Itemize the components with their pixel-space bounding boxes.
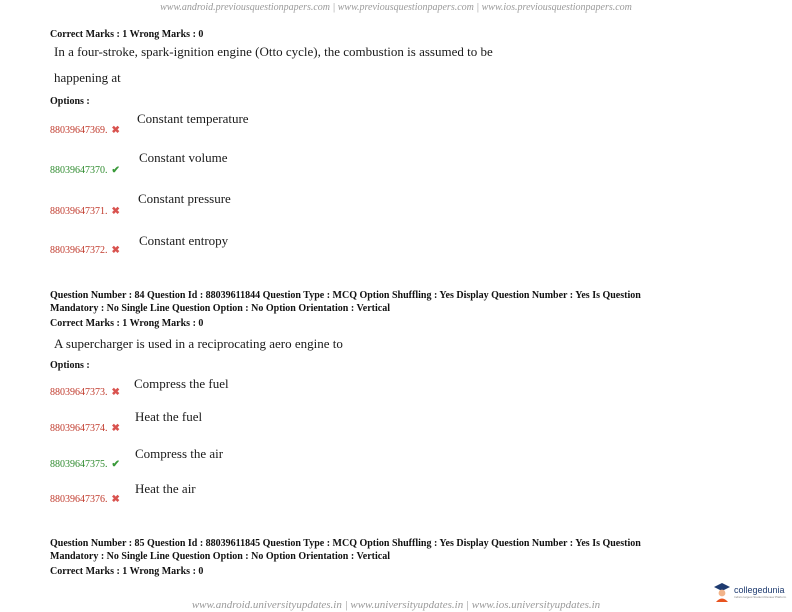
q1-option-1-id-row (50, 120, 120, 138)
q3-marks: Correct Marks : 1 Wrong Marks : 0 (50, 566, 204, 577)
q1-option-3-text: Constant pressure (138, 191, 231, 206)
q1-option-1-text: Constant temperature (137, 111, 249, 126)
cross-icon: ✖ (111, 423, 120, 434)
q1-option-3-id: 88039647371. (50, 206, 108, 217)
q1-option-3-id-row (50, 201, 120, 219)
q2-option-1-id-row (50, 382, 120, 400)
q2-marks: Correct Marks : 1 Wrong Marks : 0 (50, 318, 204, 329)
q1-option-2-text: Constant volume (139, 150, 228, 165)
q1-option-2-id: 88039647370. (50, 165, 108, 176)
q2-option-2-id-row (50, 418, 120, 436)
cross-icon: ✖ (111, 494, 120, 505)
bottom-watermark: www.android.universityupdates.in | www.universityupdates.in | www.ios.universityupdates.in (191, 599, 601, 611)
logo-tagline: India's largest Student Review Platform (734, 594, 787, 599)
q2-option-2-text: Heat the fuel (135, 409, 203, 424)
q2-option-4-text: Heat the air (135, 481, 196, 496)
q2-option-1-id: 88039647373. (50, 387, 108, 398)
top-watermark: www.android.previousquestionpapers.com | www.previousquestionpapers.com | www.ios.previousquestionpapers.com (160, 2, 632, 13)
cross-icon: ✖ (111, 206, 120, 217)
logo-name: collegedunia (734, 584, 785, 595)
q1-options-label: Options : (50, 96, 90, 107)
q1-text-line1: In a four-stroke, spark-ignition engine (Otto cycle), the combustion is assumed to be (54, 44, 493, 59)
q2-option-4-id-row (50, 489, 120, 507)
q2-header-line1: Question Number : 84 Question Id : 88039611844 Question Type : MCQ Option Shuffling : Yes Display Question Number : Yes Is Question (50, 290, 641, 301)
q3-header-line2: Mandatory : No Single Line Question Option : No Option Orientation : Vertical (50, 551, 391, 562)
q2-option-3-id-row (50, 454, 120, 472)
q2-header-line2: Mandatory : No Single Line Question Option : No Option Orientation : Vertical (50, 303, 391, 314)
q2-option-1-text: Compress the fuel (134, 376, 229, 391)
q2-option-3-id: 88039647375. (50, 459, 108, 470)
q2-options-label: Options : (50, 360, 90, 371)
q2-text: A supercharger is used in a reciprocating aero engine to (54, 336, 343, 351)
q2-option-3-text: Compress the air (135, 446, 224, 461)
q1-option-4-id: 88039647372. (50, 245, 108, 256)
check-icon: ✔ (111, 459, 120, 470)
q1-option-2-id-row (50, 160, 120, 178)
q1-option-4-id-row (50, 240, 120, 258)
q1-option-1-id: 88039647369. (50, 125, 108, 136)
cross-icon: ✖ (111, 125, 120, 136)
check-icon: ✔ (111, 165, 120, 176)
q1-option-4-text: Constant entropy (139, 233, 229, 248)
q2-option-2-id: 88039647374. (50, 423, 108, 434)
cross-icon: ✖ (111, 387, 120, 398)
q3-header-line1: Question Number : 85 Question Id : 88039611845 Question Type : MCQ Option Shuffling : Yes Display Question Number : Yes Is Question (50, 538, 641, 549)
q1-marks: Correct Marks : 1 Wrong Marks : 0 (50, 29, 204, 40)
q2-option-4-id: 88039647376. (50, 494, 108, 505)
q1-text-line2: happening at (54, 70, 121, 85)
cross-icon: ✖ (111, 245, 120, 256)
